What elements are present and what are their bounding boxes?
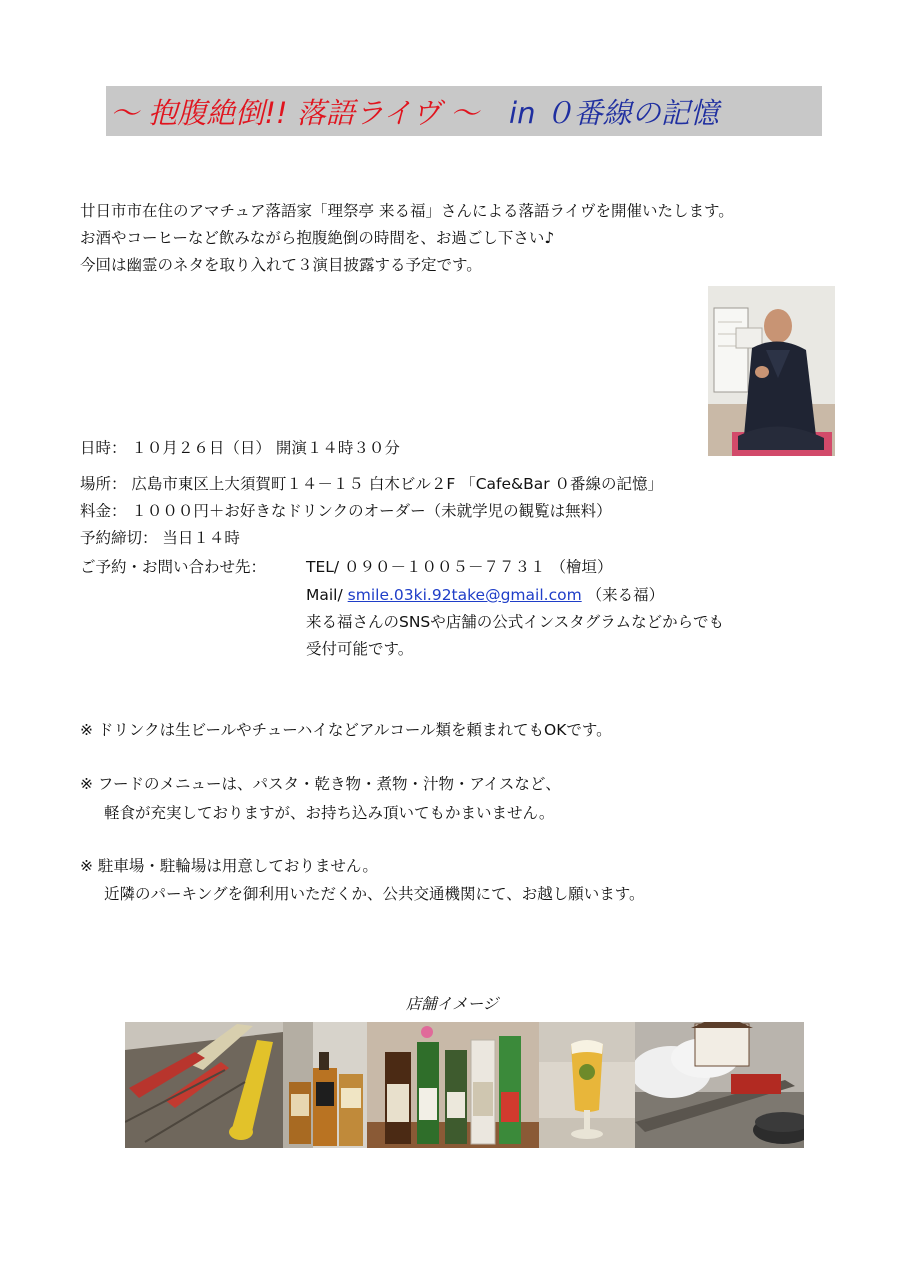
intro-line: お酒やコーヒーなど飲みながら抱腹絶倒の時間を、お過ごし下さい♪	[80, 229, 555, 247]
intro-line: 廿日市市在住のアマチュア落語家「理祭亭 来る福」さんによる落語ライヴを開催いたします。	[80, 202, 734, 220]
contact-mail	[306, 583, 664, 605]
sake-bottles-photo	[367, 1022, 539, 1148]
contact-tel: TEL/ ０９０－１００５－７７３１ （檜垣）	[306, 558, 613, 576]
note-food: ※ フードのメニューは、パスタ・乾き物・煮物・汁物・アイスなど、	[80, 775, 561, 793]
venue-title: in ０番線の記憶	[509, 95, 719, 130]
whisky-photo	[283, 1022, 367, 1148]
event-title-banner	[106, 86, 822, 136]
note-food-line2: 軽食が充実しておりますが、お持ち込み頂いてもかまいません。	[104, 804, 555, 822]
mail-link[interactable]: smile.03ki.92take@gmail.com	[347, 586, 582, 604]
model-station-photo	[635, 1022, 804, 1148]
photo-caption: 店舗イメージ	[405, 995, 499, 1013]
sns-note-line: 来る福さんのSNSや店舗の公式インスタグラムなどからでも	[306, 613, 724, 631]
sns-note-line: 受付可能です。	[306, 640, 414, 658]
note-parking-line2: 近隣のパーキングを御利用いただくか、公共交通機関にて、お越し願います。	[104, 885, 645, 903]
contact-label: ご予約・お問い合わせ先：	[80, 558, 267, 576]
intro-paragraph	[80, 198, 880, 279]
note-drinks: ※ ドリンクは生ビールやチューハイなどアルコール類を頼まれてもOKです。	[80, 721, 612, 739]
performer-photo	[708, 286, 835, 456]
intro-line: 今回は幽霊のネタを取り入れて３演目披露する予定です。	[80, 256, 482, 274]
mail-suffix: （来る福）	[586, 586, 665, 604]
event-date: 日時： １０月２６日（日） 開演１４時３０分	[80, 439, 400, 457]
event-place: 場所： 広島市東区上大須賀町１４－１５ 白木ビル２F 「Cafe&Bar ０番線の記憶」	[80, 475, 664, 493]
model-train-photo	[125, 1022, 283, 1148]
event-fee: 料金： １０００円＋お好きなドリンクのオーダー（未就学児の観覧は無料）	[80, 502, 612, 520]
beer-photo	[539, 1022, 635, 1148]
event-title: ～ 抱腹絶倒!! 落語ライヴ ～	[110, 95, 480, 130]
store-photo-strip	[125, 1022, 804, 1148]
mail-label: Mail/	[306, 586, 343, 604]
note-parking: ※ 駐車場・駐輪場は用意しておりません。	[80, 857, 378, 875]
reservation-deadline: 予約締切： 当日１４時	[80, 529, 240, 547]
